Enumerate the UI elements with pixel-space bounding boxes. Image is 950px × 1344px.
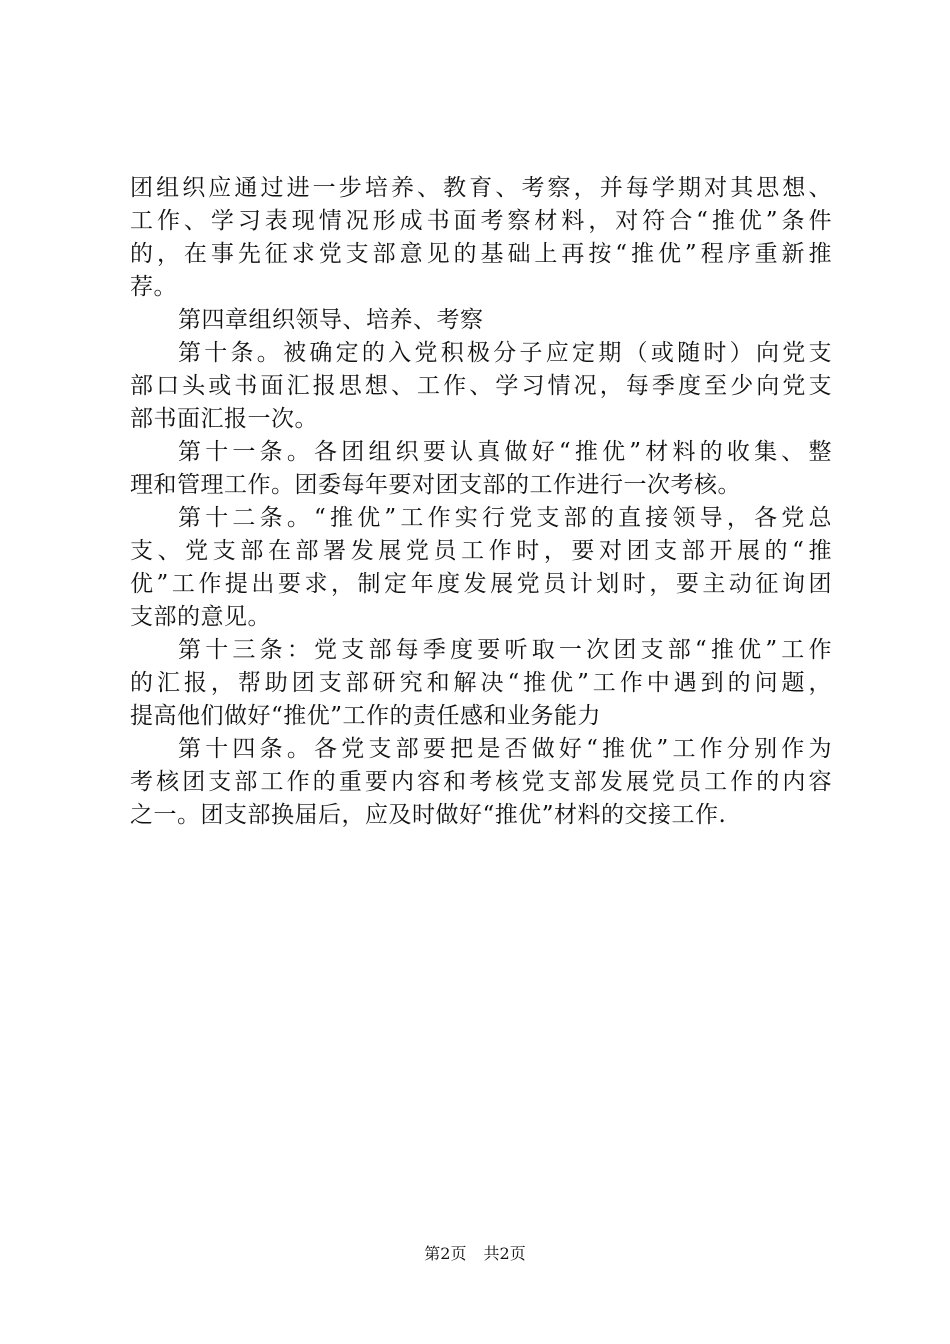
text-line: 第十条。被确定的入党积极分子应定期（或随时）向党支 <box>178 340 832 366</box>
text-line: 工作、学习表现情况形成书面考察材料，对符合“推优”条件 <box>130 208 832 234</box>
text-line: 第十二条。“推优”工作实行党支部的直接领导，各党总 <box>178 505 832 531</box>
text-line: 理和管理工作。团委每年要对团支部的工作进行一次考核。 <box>130 472 741 498</box>
text-line: 第十四条。各党支部要把是否做好“推优”工作分别作为 <box>178 736 832 762</box>
text-line: 支、党支部在部署发展党员工作时，要对团支部开展的“推 <box>130 538 832 564</box>
text-line: 的汇报，帮助团支部研究和解决“推优”工作中遇到的问题， <box>130 670 832 696</box>
text-line: 部口头或书面汇报思想、工作、学习情况，每季度至少向党支 <box>130 373 832 399</box>
text-line: 之一。团支部换届后，应及时做好“推优”材料的交接工作. <box>130 802 727 828</box>
page-number-total: 共2页 <box>483 1244 526 1263</box>
text-line: 支部的意见。 <box>130 604 271 630</box>
page-number-current: 第2页 <box>424 1244 467 1263</box>
chapter-heading: 第四章组织领导、培养、考察 <box>178 307 484 333</box>
text-line: 考核团支部工作的重要内容和考核党支部发展党员工作的内容 <box>130 769 832 795</box>
text-line: 优”工作提出要求，制定年度发展党员计划时，要主动征询团 <box>130 571 832 597</box>
text-line: 第十一条。各团组织要认真做好“推优”材料的收集、整 <box>178 439 832 465</box>
page-footer <box>0 1244 950 1264</box>
text-line: 提高他们做好“推优”工作的责任感和业务能力 <box>130 703 602 729</box>
text-line: 的，在事先征求党支部意见的基础上再按“推优”程序重新推 <box>130 241 832 267</box>
document-body <box>130 172 832 832</box>
text-line: 荐。 <box>130 274 177 300</box>
text-line: 团组织应通过进一步培养、教育、考察，并每学期对其思想、 <box>130 175 832 201</box>
text-line: 部书面汇报一次。 <box>130 406 318 432</box>
text-line: 第十三条：党支部每季度要听取一次团支部“推优”工作 <box>178 637 832 663</box>
